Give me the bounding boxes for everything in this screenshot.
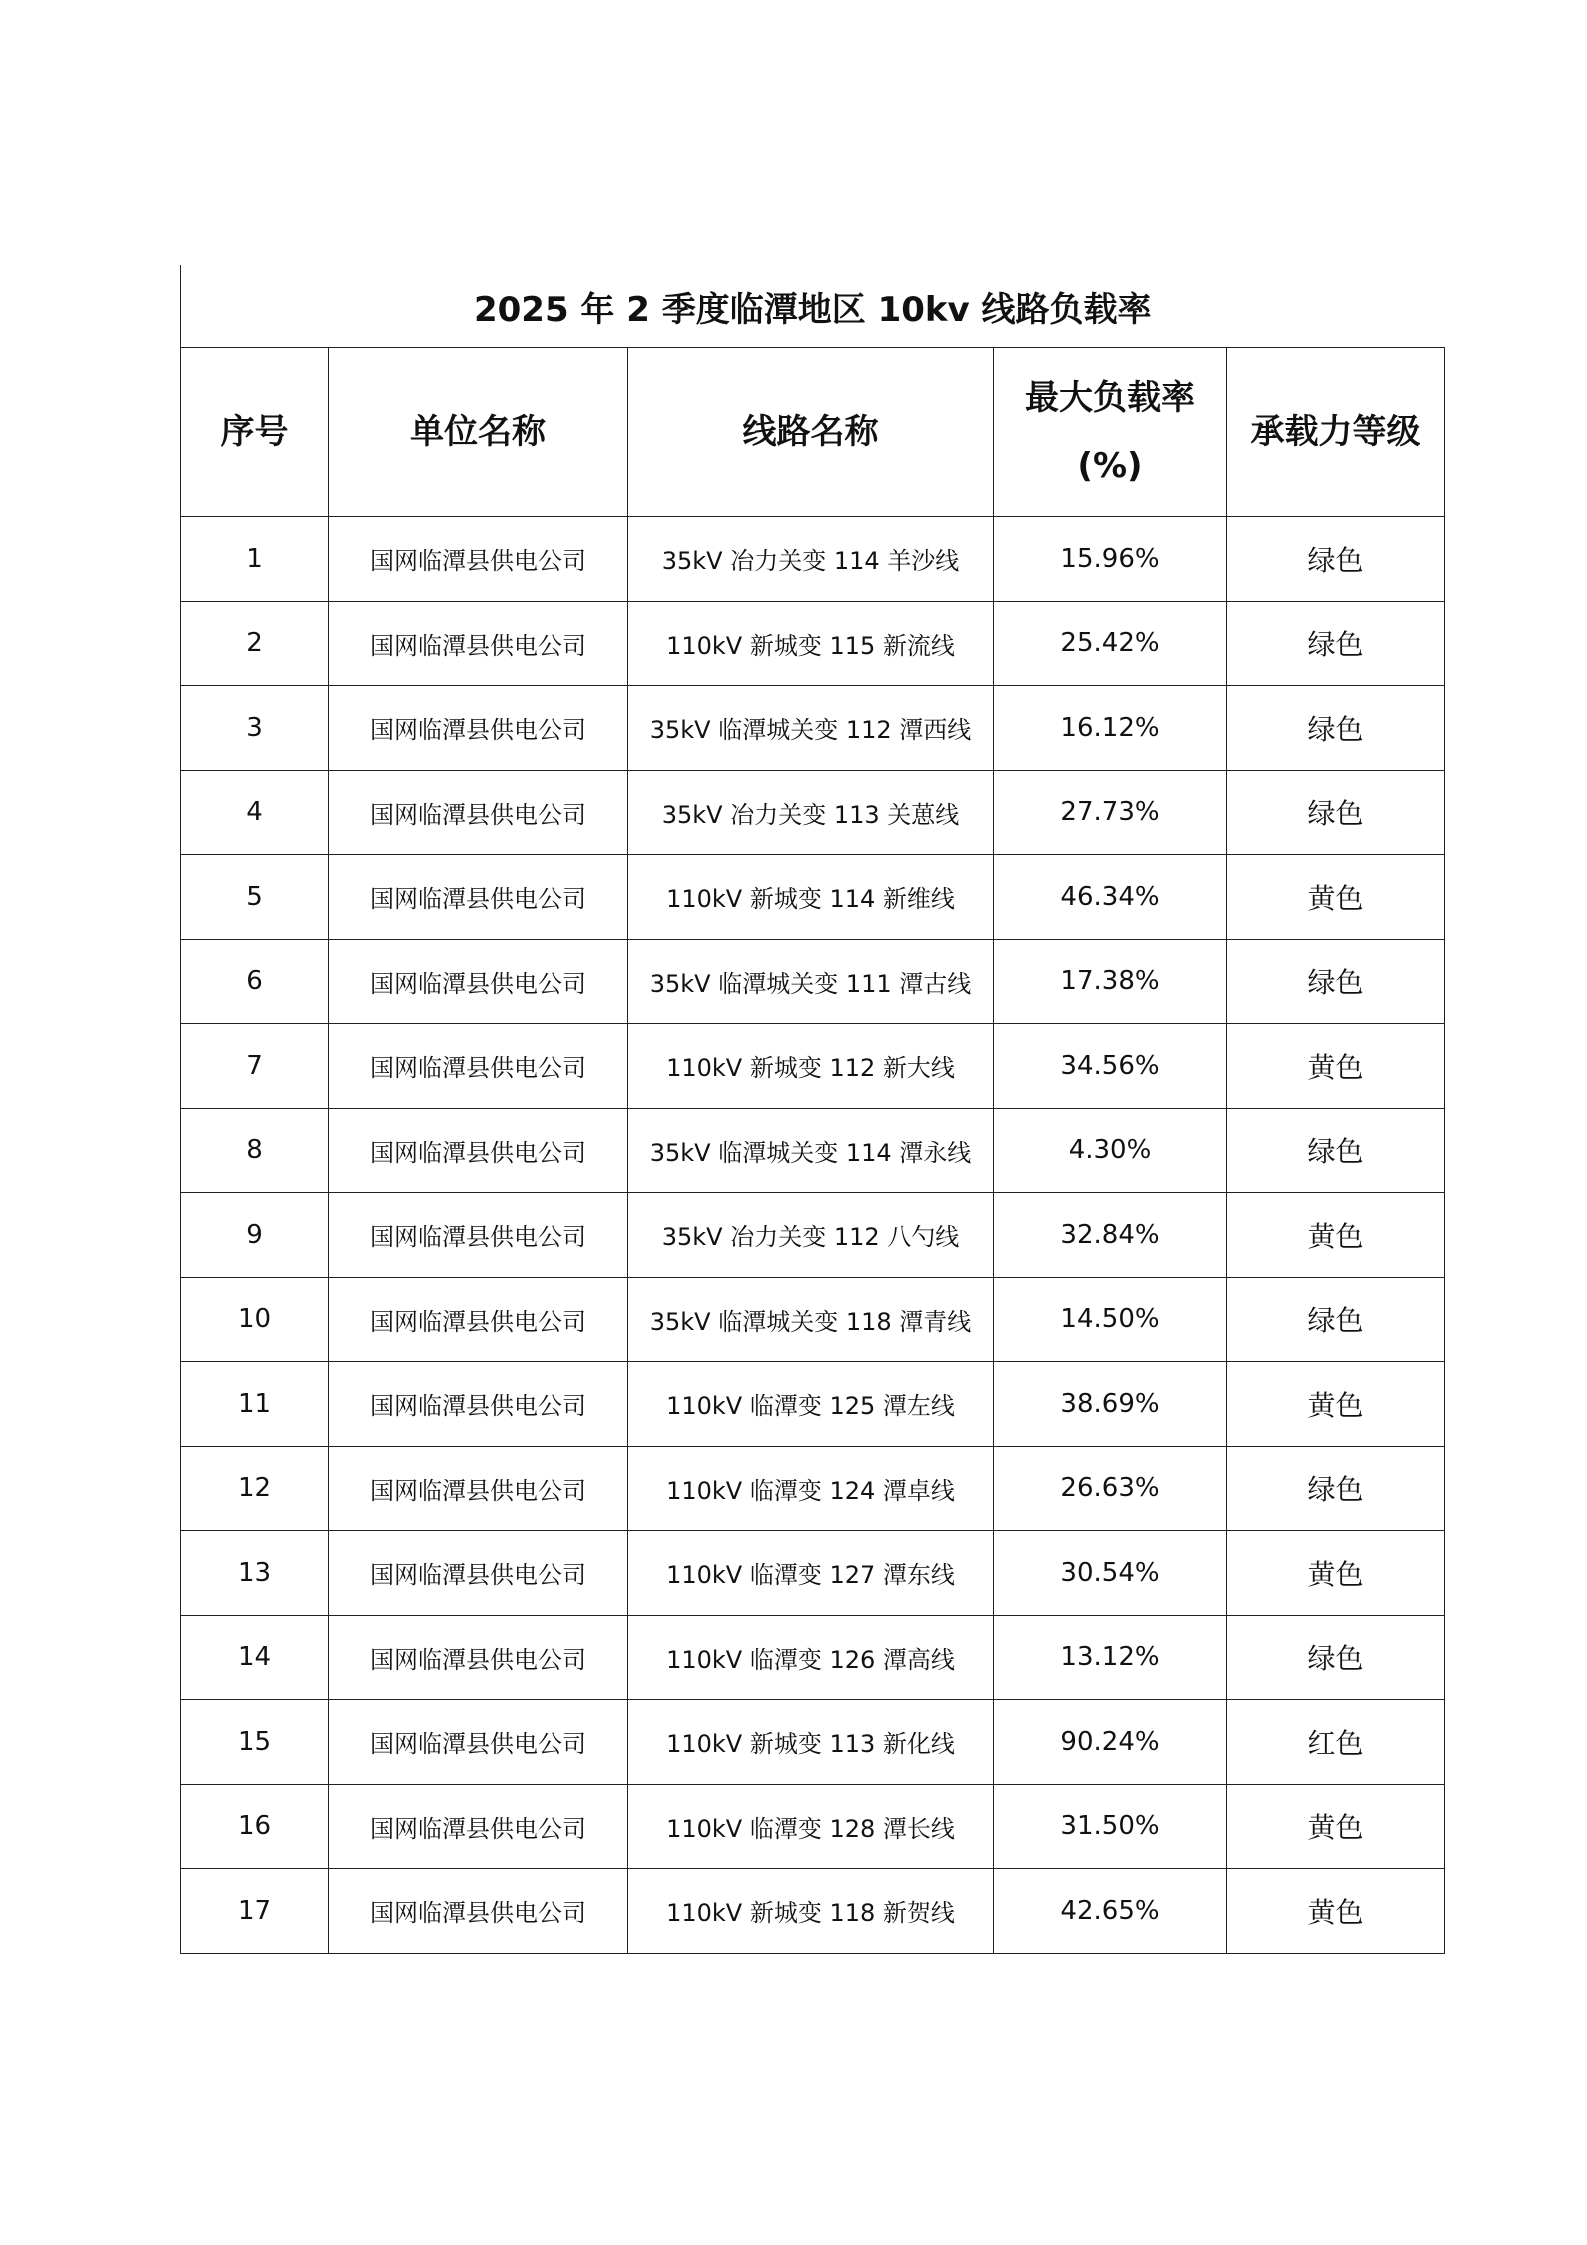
- row-unit-cell: 国网临潭县供电公司: [329, 1531, 628, 1616]
- row-unit-cell: 国网临潭县供电公司: [329, 855, 628, 940]
- row-grade-cell: 黄色: [1227, 1362, 1445, 1447]
- row-rate-cell: 16.12%: [994, 686, 1227, 771]
- header-line: 线路名称: [628, 348, 994, 517]
- row-unit-cell: 国网临潭县供电公司: [329, 1615, 628, 1700]
- row-rate-cell: 27.73%: [994, 770, 1227, 855]
- row-unit-cell: 国网临潭县供电公司: [329, 1277, 628, 1362]
- header-index: 序号: [181, 348, 329, 517]
- row-index-cell: 9: [181, 1193, 329, 1278]
- header-unit: 单位名称: [329, 348, 628, 517]
- row-line-cell: 35kV 临潭城关变 112 潭西线: [628, 686, 994, 771]
- row-unit-cell: 国网临潭县供电公司: [329, 1784, 628, 1869]
- row-line-cell: 110kV 临潭变 127 潭东线: [628, 1531, 994, 1616]
- table-row: [181, 601, 1445, 686]
- table-row: [181, 1700, 1445, 1785]
- row-rate-cell: 42.65%: [994, 1869, 1227, 1954]
- row-line-cell: 110kV 临潭变 128 潭长线: [628, 1784, 994, 1869]
- row-line-cell: 35kV 冶力关变 114 羊沙线: [628, 517, 994, 602]
- row-index-cell: 11: [181, 1362, 329, 1447]
- row-unit-cell: 国网临潭县供电公司: [329, 1024, 628, 1109]
- row-unit-cell: 国网临潭县供电公司: [329, 770, 628, 855]
- row-line-cell: 110kV 新城变 114 新维线: [628, 855, 994, 940]
- row-index-cell: 6: [181, 939, 329, 1024]
- row-grade-cell: 黄色: [1227, 855, 1445, 940]
- table-row: [181, 1784, 1445, 1869]
- row-line-cell: 35kV 临潭城关变 118 潭青线: [628, 1277, 994, 1362]
- row-index-cell: 12: [181, 1446, 329, 1531]
- row-grade-cell: 绿色: [1227, 686, 1445, 771]
- row-index-cell: 14: [181, 1615, 329, 1700]
- row-unit-cell: 国网临潭县供电公司: [329, 1869, 628, 1954]
- row-index-cell: 15: [181, 1700, 329, 1785]
- header-max-load-unit: (%): [1077, 446, 1143, 486]
- row-rate-cell: 46.34%: [994, 855, 1227, 940]
- row-rate-cell: 31.50%: [994, 1784, 1227, 1869]
- row-line-cell: 110kV 新城变 115 新流线: [628, 601, 994, 686]
- row-grade-cell: 绿色: [1227, 1108, 1445, 1193]
- row-index-cell: 13: [181, 1531, 329, 1616]
- row-line-cell: 35kV 冶力关变 113 关葸线: [628, 770, 994, 855]
- row-index-cell: 7: [181, 1024, 329, 1109]
- table-row: [181, 770, 1445, 855]
- row-index-cell: 8: [181, 1108, 329, 1193]
- row-grade-cell: 绿色: [1227, 601, 1445, 686]
- row-grade-cell: 绿色: [1227, 1446, 1445, 1531]
- row-unit-cell: 国网临潭县供电公司: [329, 601, 628, 686]
- header-max-load: [994, 348, 1227, 517]
- row-rate-cell: 38.69%: [994, 1362, 1227, 1447]
- table-title: 2025 年 2 季度临潭地区 10kv 线路负载率: [181, 265, 1445, 348]
- row-rate-cell: 15.96%: [994, 517, 1227, 602]
- row-line-cell: 110kV 新城变 118 新贺线: [628, 1869, 994, 1954]
- row-unit-cell: 国网临潭县供电公司: [329, 517, 628, 602]
- header-max-load-label: 最大负载率: [1025, 378, 1195, 418]
- table-row: [181, 1277, 1445, 1362]
- row-rate-cell: 17.38%: [994, 939, 1227, 1024]
- row-unit-cell: 国网临潭县供电公司: [329, 1193, 628, 1278]
- table-body: [181, 517, 1445, 1954]
- row-grade-cell: 黄色: [1227, 1869, 1445, 1954]
- row-rate-cell: 14.50%: [994, 1277, 1227, 1362]
- row-unit-cell: 国网临潭县供电公司: [329, 686, 628, 771]
- row-rate-cell: 4.30%: [994, 1108, 1227, 1193]
- row-grade-cell: 绿色: [1227, 1615, 1445, 1700]
- table-row: [181, 855, 1445, 940]
- row-index-cell: 3: [181, 686, 329, 771]
- row-line-cell: 35kV 临潭城关变 111 潭古线: [628, 939, 994, 1024]
- row-line-cell: 35kV 临潭城关变 114 潭永线: [628, 1108, 994, 1193]
- table-row: [181, 1531, 1445, 1616]
- row-grade-cell: 黄色: [1227, 1531, 1445, 1616]
- row-unit-cell: 国网临潭县供电公司: [329, 1700, 628, 1785]
- table-row: [181, 939, 1445, 1024]
- row-index-cell: 17: [181, 1869, 329, 1954]
- row-grade-cell: 黄色: [1227, 1193, 1445, 1278]
- table-row: [181, 1869, 1445, 1954]
- row-grade-cell: 黄色: [1227, 1024, 1445, 1109]
- row-grade-cell: 绿色: [1227, 1277, 1445, 1362]
- row-index-cell: 4: [181, 770, 329, 855]
- row-rate-cell: 32.84%: [994, 1193, 1227, 1278]
- header-grade: 承载力等级: [1227, 348, 1445, 517]
- row-rate-cell: 34.56%: [994, 1024, 1227, 1109]
- table-row: [181, 517, 1445, 602]
- row-line-cell: 110kV 新城变 113 新化线: [628, 1700, 994, 1785]
- row-grade-cell: 红色: [1227, 1700, 1445, 1785]
- row-rate-cell: 30.54%: [994, 1531, 1227, 1616]
- load-rate-table: [180, 265, 1445, 1954]
- row-line-cell: 110kV 临潭变 126 潭高线: [628, 1615, 994, 1700]
- row-grade-cell: 黄色: [1227, 1784, 1445, 1869]
- table-row: [181, 1362, 1445, 1447]
- row-line-cell: 110kV 新城变 112 新大线: [628, 1024, 994, 1109]
- row-rate-cell: 13.12%: [994, 1615, 1227, 1700]
- row-unit-cell: 国网临潭县供电公司: [329, 1362, 628, 1447]
- table-row: [181, 1615, 1445, 1700]
- row-rate-cell: 90.24%: [994, 1700, 1227, 1785]
- row-index-cell: 16: [181, 1784, 329, 1869]
- row-index-cell: 2: [181, 601, 329, 686]
- row-unit-cell: 国网临潭县供电公司: [329, 939, 628, 1024]
- table-row: [181, 1446, 1445, 1531]
- table-row: [181, 686, 1445, 771]
- row-grade-cell: 绿色: [1227, 770, 1445, 855]
- row-index-cell: 5: [181, 855, 329, 940]
- row-line-cell: 35kV 冶力关变 112 八勺线: [628, 1193, 994, 1278]
- table-row: [181, 1024, 1445, 1109]
- header-row: [181, 348, 1445, 517]
- row-index-cell: 1: [181, 517, 329, 602]
- row-unit-cell: 国网临潭县供电公司: [329, 1446, 628, 1531]
- row-grade-cell: 绿色: [1227, 517, 1445, 602]
- row-rate-cell: 26.63%: [994, 1446, 1227, 1531]
- row-line-cell: 110kV 临潭变 124 潭卓线: [628, 1446, 994, 1531]
- row-grade-cell: 绿色: [1227, 939, 1445, 1024]
- table-row: [181, 1193, 1445, 1278]
- row-line-cell: 110kV 临潭变 125 潭左线: [628, 1362, 994, 1447]
- title-row: [181, 265, 1445, 348]
- table-row: [181, 1108, 1445, 1193]
- row-unit-cell: 国网临潭县供电公司: [329, 1108, 628, 1193]
- row-rate-cell: 25.42%: [994, 601, 1227, 686]
- row-index-cell: 10: [181, 1277, 329, 1362]
